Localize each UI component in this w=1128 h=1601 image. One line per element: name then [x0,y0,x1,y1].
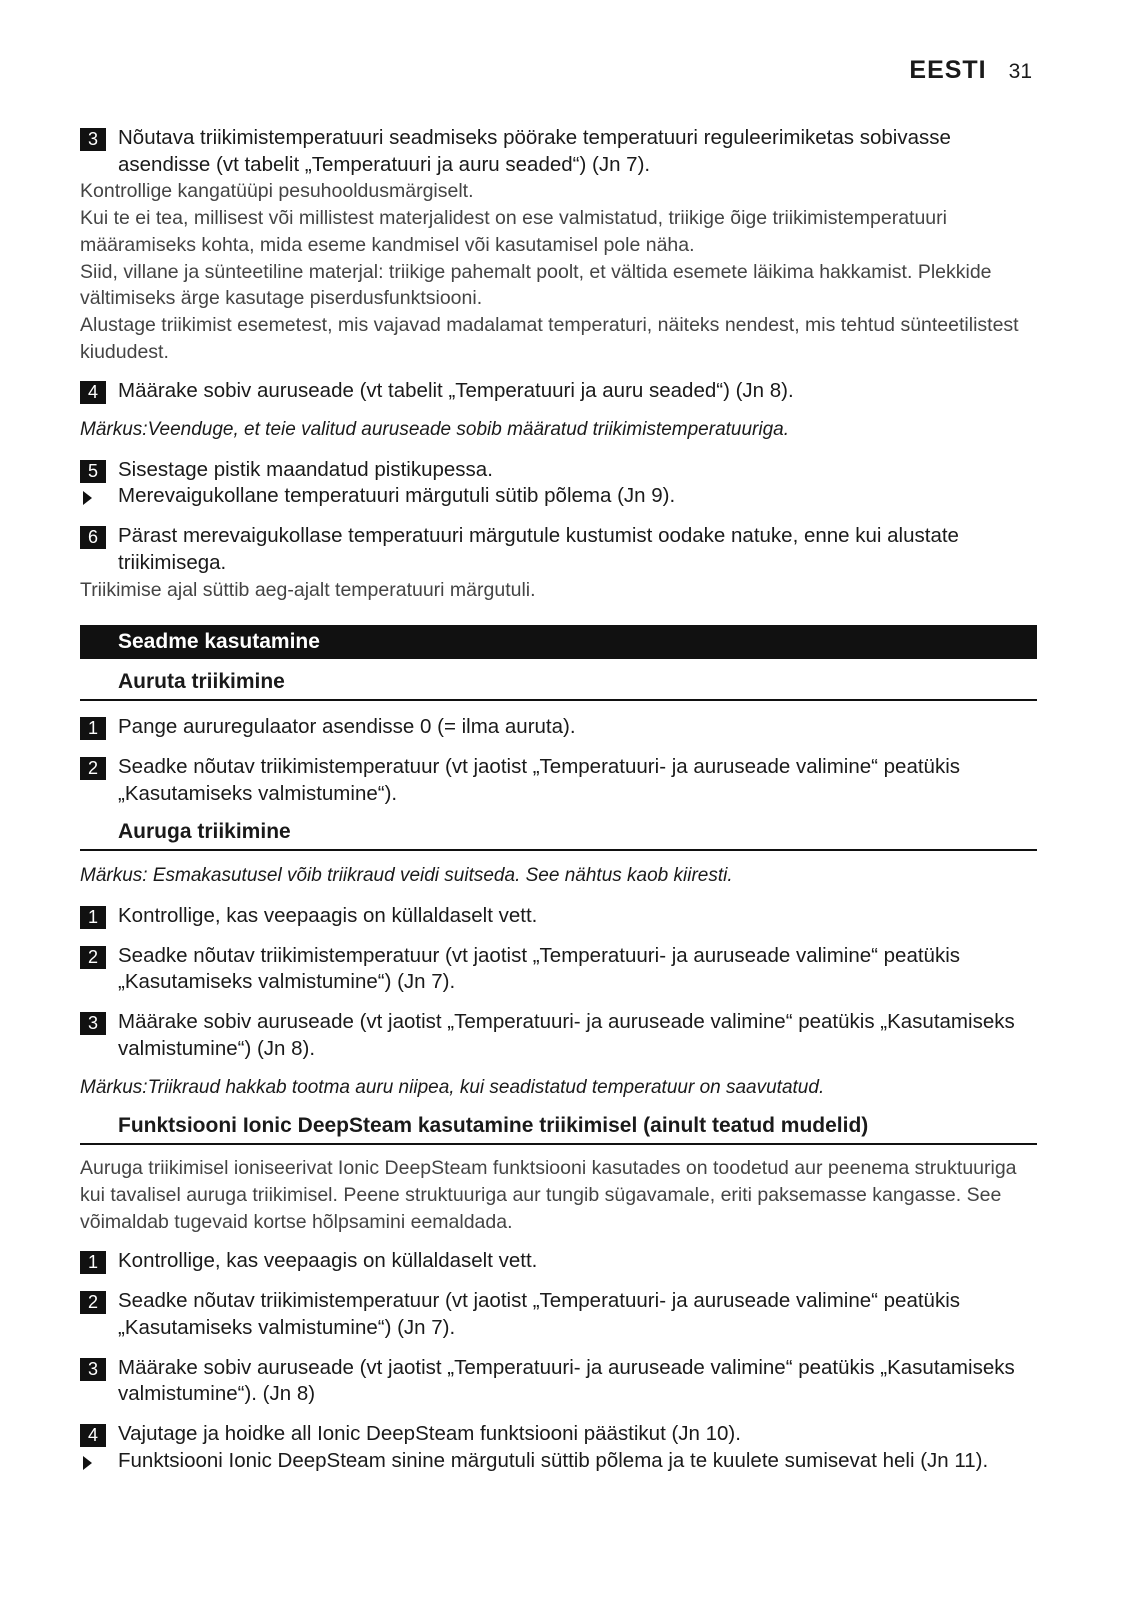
section-heading: Seadme kasutamine [80,625,1037,659]
step-number-badge: 2 [80,1291,106,1314]
step-number-badge: 2 [80,757,106,780]
step-number-badge: 4 [80,1424,106,1447]
language-label: EESTI [909,56,987,84]
step-1 [80,714,1037,741]
page-content [80,125,1037,1474]
subsection-heading-auruga: Auruga triikimine [80,819,1037,851]
step-3 [80,1009,1037,1062]
step-text: Seadke nõutav triikimistemperatuur (vt jaotist „Temperatuuri- ja auruseade valimine“ peatükis „Kasutamiseks valmistumine“). [118,754,961,805]
step-text: Nõutava triikimistemperatuuri seadmiseks pöörake temperatuuri reguleerimiketas sobivasse asendisse (vt tabelit „Temperatuuri ja auru seaded“) (Jn 7). [118,126,951,176]
step-6 [80,523,1037,576]
step-number-badge: 1 [80,717,106,740]
page-number: 31 [1008,60,1032,83]
result-line [80,483,1037,510]
result-line [80,1448,1037,1475]
result-arrow-icon [83,1456,92,1470]
step-1 [80,1248,1037,1275]
step-2 [80,1288,1037,1341]
step-number-badge: 5 [80,460,106,483]
paragraph: Auruga triikimisel ioniseerivat Ionic DeepSteam funktsiooni kasutades on toodetud aur peenema struktuuriga kui tavalisel auruga triikimisel. Peene struktuuriga aur tungib sügavamale, eriti paksemasse kangasse. See võimaldab tugevaid kortse hõlpsamini eemaldada. [80,1157,1017,1233]
step-number-badge: 6 [80,526,106,549]
step-4 [80,1421,1037,1448]
page-header [909,56,1032,85]
step-number-badge: 3 [80,128,106,151]
step-3 [80,1355,1037,1408]
step-text: Sisestage pistik maandatud pistikupessa. [118,457,493,481]
result-text: Funktsiooni Ionic DeepSteam sinine märgutuli süttib põlema ja te kuulete sumisevat heli (Jn 11). [118,1448,989,1472]
subsection-heading-ionic: Funktsiooni Ionic DeepSteam kasutamine triikimisel (ainult teatud mudelid) [80,1113,1037,1145]
step-2 [80,754,1037,807]
step-text: Kontrollige, kas veepaagis on küllaldaselt vett. [118,904,538,928]
paragraph: Alustage triikimist esemetest, mis vajavad madalamat temperaturi, näiteks nendest, mis tehtud sünteetilistest kiududest. [80,313,1019,363]
step-number-badge: 1 [80,906,106,929]
step-text: Vajutage ja hoidke all Ionic DeepSteam funktsiooni päästikut (Jn 10). [118,1421,741,1445]
step-text: Kontrollige, kas veepaagis on küllaldaselt vett. [118,1249,538,1273]
step-number-badge: 1 [80,1251,106,1274]
step-number-badge: 4 [80,381,106,404]
step-number-badge: 3 [80,1012,106,1035]
paragraph: Kontrollige kangatüüpi pesuhooldusmärgiselt. [80,180,474,203]
subsection-heading-auruta: Auruta triikimine [80,669,1037,701]
step-text: Seadke nõutav triikimistemperatuur (vt jaotist „Temperatuuri- ja auruseade valimine“ peatükis „Kasutamiseks valmistumine“) (Jn 7). [118,943,961,994]
step-1 [80,903,1037,930]
step-text: Pange aururegulaator asendisse 0 (= ilma auruta). [118,715,576,739]
step-text: Seadke nõutav triikimistemperatuur (vt jaotist „Temperatuuri- ja auruseade valimine“ peatükis „Kasutamiseks valmistumine“) (Jn 7). [118,1289,961,1339]
step-2 [80,943,1037,996]
note: Märkus: Esmakasutusel võib triikraud veidi suitseda. See nähtus kaob kiiresti. [80,865,733,887]
step-text: Määrake sobiv auruseade (vt jaotist „Temperatuuri- ja auruseade valimine“ peatükis „Kasutamiseks valmistumine“) (Jn 8). [118,1010,1015,1060]
step-5 [80,457,1037,484]
step-4 [80,378,1037,405]
step-number-badge: 2 [80,946,106,969]
result-arrow-icon [83,491,92,505]
step-3 [80,125,1037,178]
step-text: Määrake sobiv auruseade (vt jaotist „Temperatuuri- ja auruseade valimine“ peatükis „Kasutamiseks valmistumine“). (Jn 8) [118,1355,1015,1406]
paragraph: Siid, villane ja sünteetiline materjal: triikige pahemalt poolt, et vältida esemete läikima hakkamist. Plekkide vältimiseks ärge kasutage piserdusfunktsiooni. [80,260,992,310]
step-text: Määrake sobiv auruseade (vt tabelit „Temperatuuri ja auru seaded“) (Jn 8). [118,379,794,403]
step-number-badge: 3 [80,1358,106,1381]
step-text: Pärast merevaigukollase temperatuuri märgutule kustumist oodake natuke, enne kui alustate triikimisega. [118,524,959,574]
result-text: Merevaigukollane temperatuuri märgutuli sütib põlema (Jn 9). [118,484,676,508]
note: Märkus:Veenduge, et teie valitud auruseade sobib määratud triikimistemperatuuriga. [80,419,790,441]
paragraph: Kui te ei tea, millisest või millistest materjalidest on ese valmistatud, triikige õige triikimistemperatuuri määramiseks kohta, mida eseme kandmisel või kasutamisel pole näha. [80,207,947,256]
paragraph: Triikimise ajal süttib aeg-ajalt temperatuuri märgutuli. [80,578,536,601]
note: Märkus:Triikraud hakkab tootma auru niipea, kui seadistatud temperatuur on saavutatud. [80,1076,825,1098]
